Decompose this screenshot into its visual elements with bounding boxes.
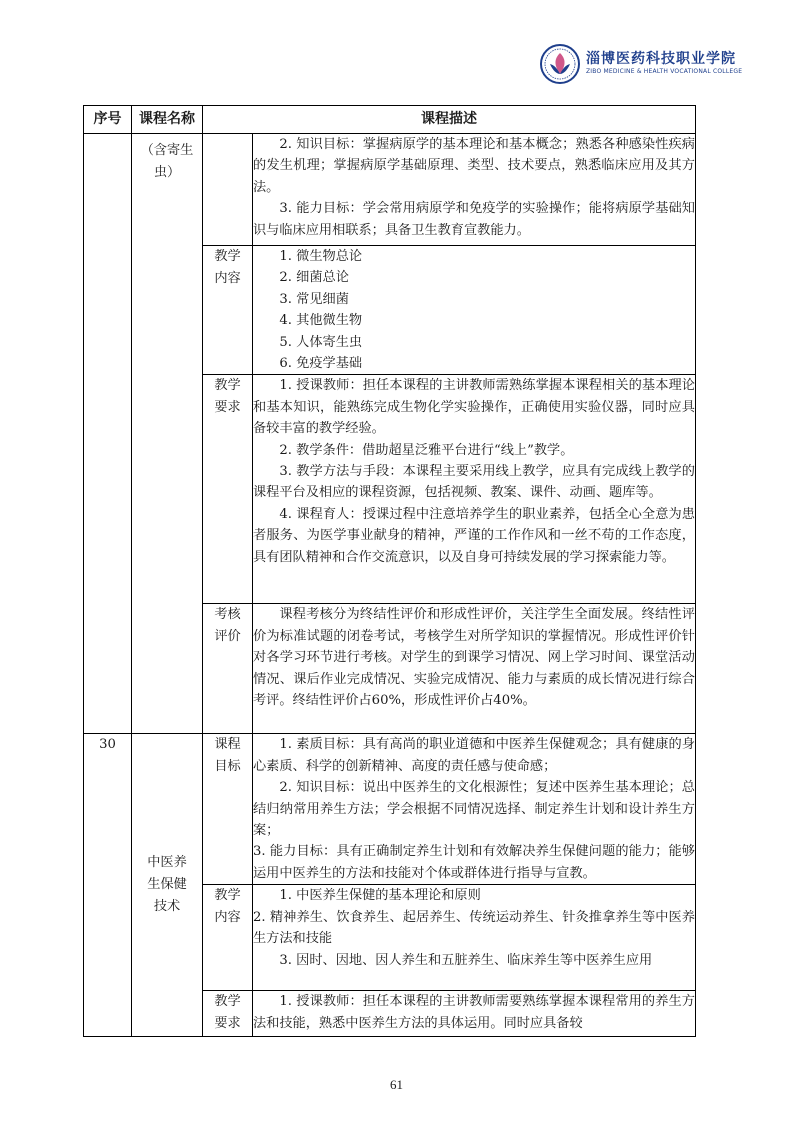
course-assessment: 课程考核分为终结性评价和形成性评价，关注学生全面发展。终结性评价为标准试题的闭卷考试，考核学生对所学知识的掌握情况。形成性评价针对各学习环节进行考核。对学生的到课学习情况、网上学习时间、课堂活动情况、课后作业完成情况、实验完成情况、能力与素质的成长情况进行综合考评。终结性评价占60%，形成性评价占40%。 [253,604,696,734]
table-row [84,734,696,885]
row-serial: 30 [84,734,132,1037]
row-serial [84,134,132,734]
school-name-cn: 淄博医药科技职业学院 [586,51,736,67]
course-requirements: 1. 授课教师：担任本课程的主讲教师需要熟练掌握本课程常用的养生方法和技能，熟悉中医养生方法的具体运用。同时应具备较 [253,991,696,1037]
course-requirements: 1. 授课教师：担任本课程的主讲教师需熟练掌握本课程相关的基本理论和基本知识，能熟练完成生物化学实验操作，正确使用实验仪器，同时应具备较丰富的教学经验。 2. 教学条件：借助超星泛雅平台进行“线上”教学。 3. 教学方法与手段：本课程主要采用线上教学，应具有完成线上教学的课程平台及相应的课程资源，包括视频、教案、课件、动画、题库等。 4. 课程育人：授课过程中注意培养学生的职业素养，包括全心全意为患者服务、为医学事业献身的精神，严谨的工作作风和一丝不苟的工作态度，具有团队精神和合作交流意识，以及自身可持续发展的学习探索能力等。 [253,375,696,604]
section-label-requirements: 教学要求 [203,991,253,1037]
header-course-desc: 课程描述 [203,106,696,134]
table-row [84,134,696,246]
course-content: 1. 微生物总论 2. 细菌总论 3. 常见细菌 4. 其他微生物 5. 人体寄生虫 6. 免疫学基础 [253,246,696,375]
section-label-content: 教学内容 [203,246,253,375]
course-name: 中医养生保健技术 [132,734,203,1037]
section-label-requirements: 教学要求 [203,375,253,604]
school-name-en: ZIBO MEDICINE & HEALTH VOCATIONAL COLLEGE [586,68,743,75]
course-goals: 2. 知识目标：掌握病原学的基本理论和基本概念；熟悉各种感染性疾病的发生机理；掌握病原学基础原理、类型、技术要点，熟悉临床应用及其方法。 3. 能力目标：学会常用病原学和免疫学的实验操作；能将病原学基础知识与临床应用相联系；具备卫生教育宣教能力。 [253,134,696,246]
page-number: 61 [390,1077,403,1092]
course-table [83,105,696,1037]
course-goals: 1. 素质目标：具有高尚的职业道德和中医养生保健观念；具有健康的身心素质、科学的创新精神、高度的责任感与使命感； 2. 知识目标：说出中医养生的文化根源性；复述中医养生基本理论；总结归纳常用养生方法；学会根据不同情况选择、制定养生计划和设计养生方案； 3. 能力目标：具有正确制定养生计划和有效解决养生保健问题的能力；能够运用中医养生的方法和技能对个体或群体进行指导与宣教。 [253,734,696,885]
course-name: （含寄生虫） [132,134,203,734]
school-emblem-icon [540,44,580,84]
section-label-goals: 课程目标 [203,734,253,885]
section-label [203,134,253,246]
school-logo [540,44,743,84]
header-course-name: 课程名称 [132,106,203,134]
course-content: 1. 中医养生保健的基本理论和原则 2. 精神养生、饮食养生、起居养生、传统运动养生、针灸推拿养生等中医养生方法和技能 3. 因时、因地、因人养生和五脏养生、临床养生等中医养生应用 [253,885,696,991]
section-label-content: 教学内容 [203,885,253,991]
table-header-row [84,106,696,134]
section-label-assessment: 考核评价 [203,604,253,734]
header-serial: 序号 [84,106,132,134]
